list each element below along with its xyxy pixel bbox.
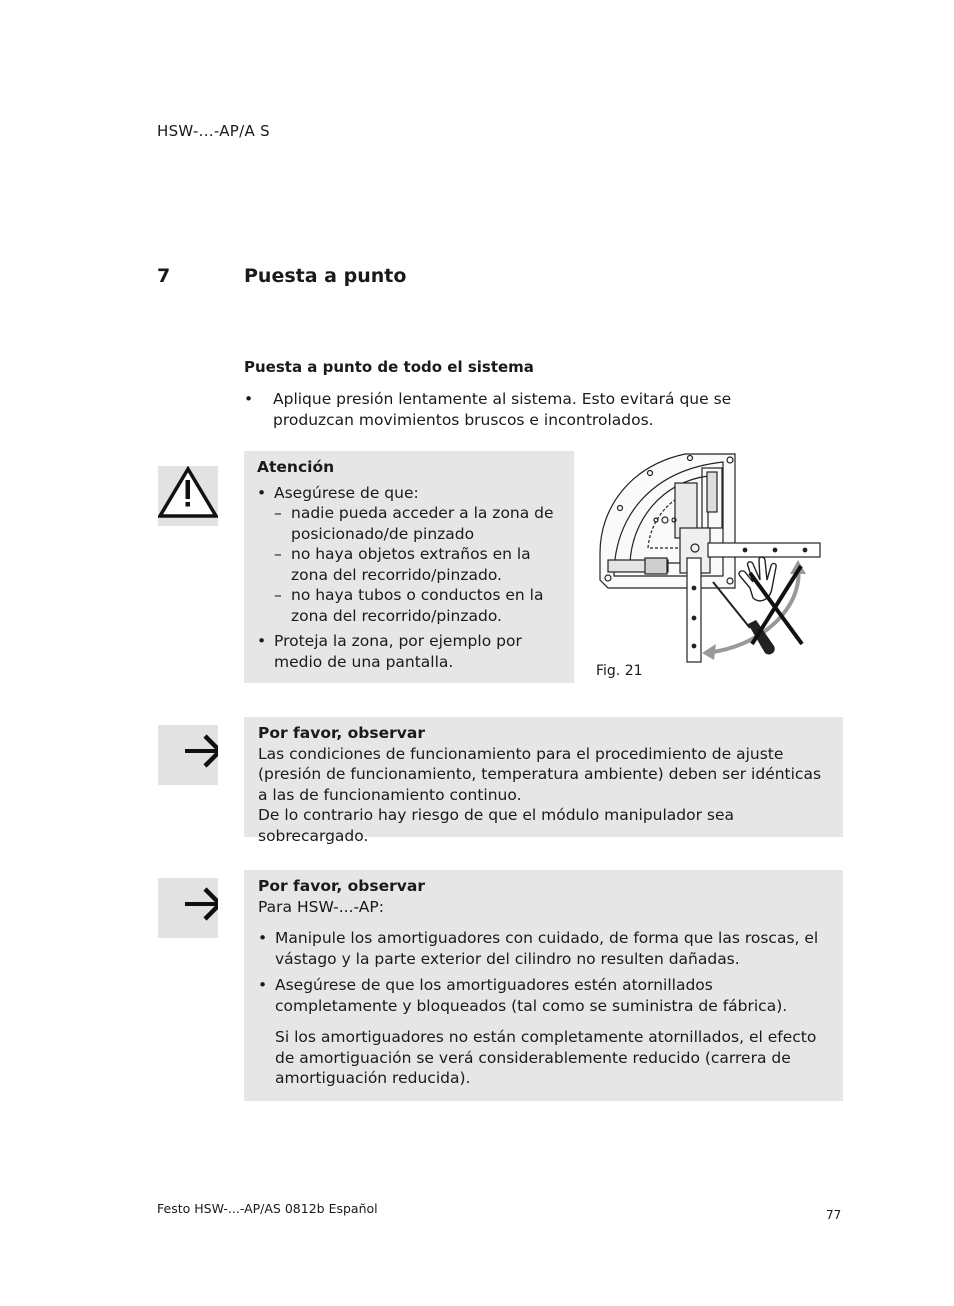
warning-bullet-2-text: Proteja la zona, por ejemplo por medio de una pantalla. bbox=[274, 632, 522, 671]
note-2-bullet-text: Manipule los amortiguadores con cuidado, de forma que las roscas, el vástago y la parte exterior del cilindro no resulten dañadas. bbox=[275, 929, 819, 968]
note-2-intro: Para HSW-...-AP: bbox=[258, 897, 384, 916]
fig-21-illustration bbox=[590, 448, 830, 666]
note-2-title: Por favor, observar bbox=[258, 877, 425, 895]
note-2-bullet-text: Asegúrese de que los amortiguadores estén atornillados completamente y bloqueados (tal como se suministra de fábrica). bbox=[275, 976, 788, 1015]
warning-triangle-icon bbox=[158, 466, 218, 526]
warning-sub-item-text: no haya tubos o conductos en la zona del recorrido/pinzado. bbox=[291, 586, 544, 625]
intro-text: Aplique presión lentamente al sistema. Esto evitará que se produzcan movimientos bruscos e incontrolados. bbox=[273, 390, 732, 429]
note-2-box bbox=[244, 870, 843, 1101]
intro-bullet bbox=[244, 389, 804, 431]
warning-sub-item-text: no haya objetos extraños en la zona del recorrido/pinzado. bbox=[291, 545, 531, 584]
note-2-bullet-2 bbox=[258, 975, 829, 1016]
note-1-icon-box bbox=[158, 725, 218, 785]
bullet-mark: • bbox=[258, 976, 268, 994]
arrow-right-icon bbox=[158, 725, 218, 785]
warning-sub-item-2 bbox=[274, 544, 564, 585]
note-2-extra-text: Si los amortiguadores no están completamente atornillados, el efecto de amortiguación se verá considerablemente reducido (carrera de amortiguación reducida). bbox=[275, 1028, 817, 1087]
figure-caption: Fig. 21 bbox=[596, 663, 643, 679]
note-1-text-1: Las condiciones de funcionamiento para el procedimiento de ajuste (presión de funcionamiento, temperatura ambiente) deben ser idénticas a las de funcionamiento continuo. bbox=[258, 744, 822, 804]
bullet-mark: • bbox=[244, 390, 254, 408]
warning-sub-item-text: nadie pueda acceder a la zona de posicionado/de pinzado bbox=[291, 504, 554, 543]
note-1-title: Por favor, observar bbox=[258, 724, 425, 742]
footer-doc-info: Festo HSW-...-AP/AS 0812b Español bbox=[157, 1201, 378, 1216]
section-number: 7 bbox=[157, 265, 171, 287]
section-title: Puesta a punto bbox=[244, 265, 407, 287]
subsection-title: Puesta a punto de todo el sistema bbox=[244, 358, 534, 376]
warning-box bbox=[244, 451, 574, 683]
note-1-box bbox=[244, 717, 843, 845]
dash-mark: – bbox=[274, 545, 282, 563]
header-doc-code: HSW-...-AP/A S bbox=[157, 122, 270, 140]
warning-sub-item-1 bbox=[274, 503, 564, 544]
warning-bullet-2 bbox=[257, 631, 564, 672]
note-1-text-2: De lo contrario hay riesgo de que el módulo manipulador sea sobrecargado. bbox=[258, 806, 735, 845]
page-number: 77 bbox=[826, 1208, 842, 1222]
warning-icon-box bbox=[158, 466, 218, 526]
dash-mark: – bbox=[274, 586, 282, 604]
warning-sub-item-3 bbox=[274, 585, 564, 626]
warning-bullet-1 bbox=[257, 483, 564, 627]
bullet-mark: • bbox=[257, 632, 267, 650]
warning-bullet-1-text: Asegúrese de que: bbox=[274, 483, 419, 502]
arrow-right-icon bbox=[158, 878, 218, 938]
bullet-mark: • bbox=[258, 929, 268, 947]
note-2-bullet-1 bbox=[258, 928, 829, 969]
note-2-icon-box bbox=[158, 878, 218, 938]
warning-title: Atención bbox=[257, 458, 335, 476]
bullet-mark: • bbox=[257, 483, 267, 502]
dash-mark: – bbox=[274, 504, 282, 522]
